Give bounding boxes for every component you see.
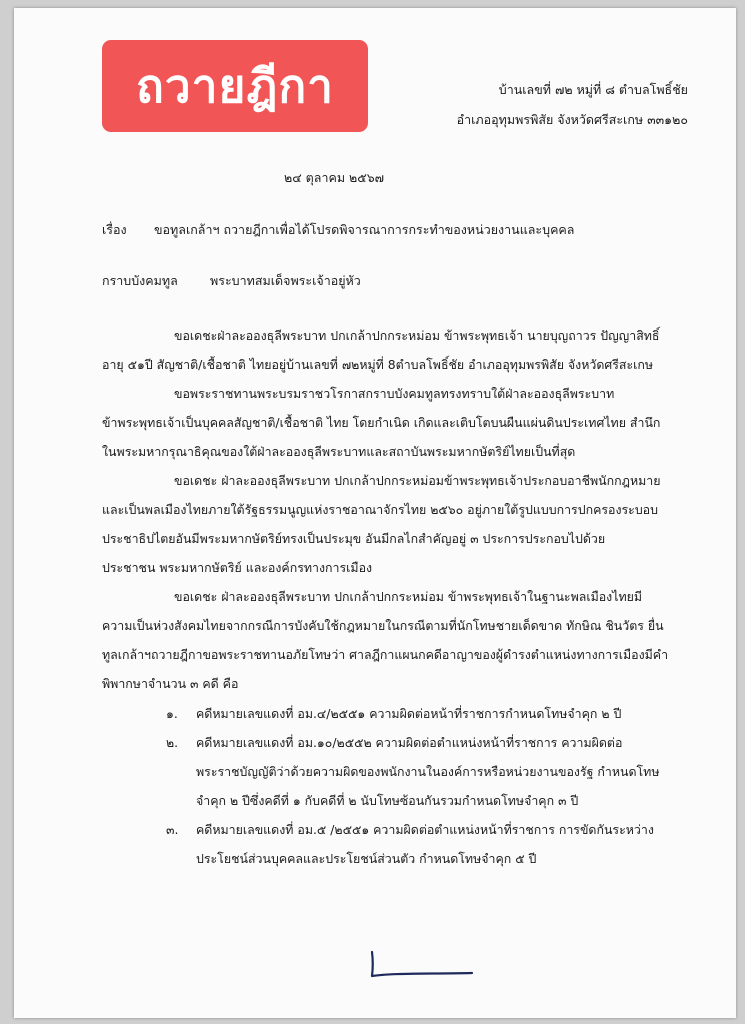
case-line: คดีหมายเลขแดงที่ อม.๔/๒๕๕๑ ความผิดต่อหน้าที่ราชการกำหนดโทษจำคุก ๒ ปี [196,706,622,721]
paragraph-line: ความเป็นห่วงสังคมไทยจากกรณีการบังคับใช้กฎหมายในกรณีตามที่นักโทษชายเด็ดขาด ทักษิณ ชินวัตร ยื่น [102,618,664,633]
case-line: จำคุก ๒ ปีซึ่งคดีที่ ๑ กับคดีที่ ๒ นับโทษซ้อนกันรวมกำหนดโทษจำคุก ๓ ปี [196,793,579,808]
document-date: ๒๔ ตุลาคม ๒๕๖๗ [284,170,385,185]
case-line: ประโยชน์ส่วนบุคคลและประโยชน์ส่วนตัว กำหนดโทษจำคุก ๕ ปี [196,851,537,866]
paragraph-line: ทูลเกล้าฯถวายฎีกาขอพระราชทานอภัยโทษว่า ศาลฎีกาแผนกคดีอาญาของผู้ดำรงตำแหน่งทางการเมืองมีคำ [102,647,669,662]
case-item-1 [146,699,676,728]
address-line-2: อำเภออุทุมพรพิสัย จังหวัดศรีสะเกษ ๓๓๑๒๐ [456,112,688,127]
case-line: คดีหมายเลขแดงที่ อม.๕ /๒๕๕๑ ความผิดต่อตำแหน่งหน้าที่ราชการ การขัดกันระหว่าง [196,822,654,837]
petition-stamp-label: ถวายฎีกา [135,58,335,113]
case-item-3 [146,815,676,873]
case-number: ๓. [166,822,179,837]
paragraph-line: ข้าพระพุทธเจ้าเป็นบุคคลสัญชาติ/เชื้อชาติ ไทย โดยกำเนิด เกิดและเติบโตบนผืนแผ่นดินประเทศไทย สำนึก [102,415,661,430]
paragraph-1 [102,321,677,379]
paragraph-line: พิพากษาจำนวน ๓ คดี คือ [102,676,239,691]
paragraph-line: ประชาชน พระมหากษัตริย์ และองค์กรทางการเมือง [102,560,373,575]
petition-stamp [102,40,368,132]
case-line: พระราชบัญญัติว่าด้วยความผิดของพนักงานในองค์การหรือหน่วยงานของรัฐ กำหนดโทษ [196,764,660,779]
paragraph-line: ขอเดชะ ฝ่าละอองธุลีพระบาท ปกเกล้าปกกระหม่อมข้าพระพุทธเจ้าประกอบอาชีพนักกฎหมาย [174,473,661,488]
paragraph-line: ในพระมหากรุณาธิคุณของใต้ฝ่าละอองธุลีพระบาทและสถาบันพระมหากษัตริย์ไทยเป็นที่สุด [102,444,576,459]
salutation-text: พระบาทสมเด็จพระเจ้าอยู่หัว [210,273,361,288]
paragraph-3 [102,466,677,582]
paragraph-line: อายุ ๕๑ปี สัญชาติ/เชื้อชาติ ไทยอยู่บ้านเลขที่ ๗๒หมู่ที่ 8ตำบลโพธิ์ชัย อำเภออุทุมพรพิสัย จังหวัดศรีสะเกษ [102,357,654,372]
document-page [14,8,736,1018]
case-number: ๒. [166,735,179,750]
paragraph-line: ขอเดชะฝ่าละอองธุลีพระบาท ปกเกล้าปกกระหม่อม ข้าพระพุทธเจ้า นายบุญถาวร ปัญญาสิทธิ์ [174,328,660,343]
paragraph-4 [102,582,677,698]
salutation-label: กราบบังคมทูล [102,273,178,288]
paragraph-line: ประชาธิปไตยอันมีพระมหากษัตริย์ทรงเป็นประมุข อันมีกลไกสำคัญอยู่ ๓ ประการประกอบไปด้วย [102,531,606,546]
case-line: คดีหมายเลขแดงที่ อม.๑๐/๒๕๕๒ ความผิดต่อตำแหน่งหน้าที่ราชการ ความผิดต่อ [196,735,623,750]
paragraph-2 [102,379,677,466]
paragraph-line: ขอพระราชทานพระบรมราชวโรกาสกราบบังคมทูลทรงทราบใต้ฝ่าละอองธุลีพระบาท [174,386,615,401]
paragraph-line: และเป็นพลเมืองไทยภายใต้รัฐธรรมนูญแห่งราชอาณาจักรไทย ๒๕๖๐ อยู่ภายใต้รูปแบบการปกครองระบอบ [102,502,658,517]
subject-label: เรื่อง [102,222,127,237]
signature-mark [364,946,484,982]
case-number: ๑. [166,706,178,721]
case-item-2 [146,728,676,815]
address-line-1: บ้านเลขที่ ๗๒ หมู่ที่ ๘ ตำบลโพธิ์ชัย [498,82,688,97]
subject-text: ขอทูลเกล้าฯ ถวายฎีกาเพื่อได้โปรดพิจารณาการกระทำของหน่วยงานและบุคคล [154,222,575,237]
paragraph-line: ขอเดชะ ฝ่าละอองธุลีพระบาท ปกเกล้าปกกระหม่อม ข้าพระพุทธเจ้าในฐานะพลเมืองไทยมี [174,589,643,604]
